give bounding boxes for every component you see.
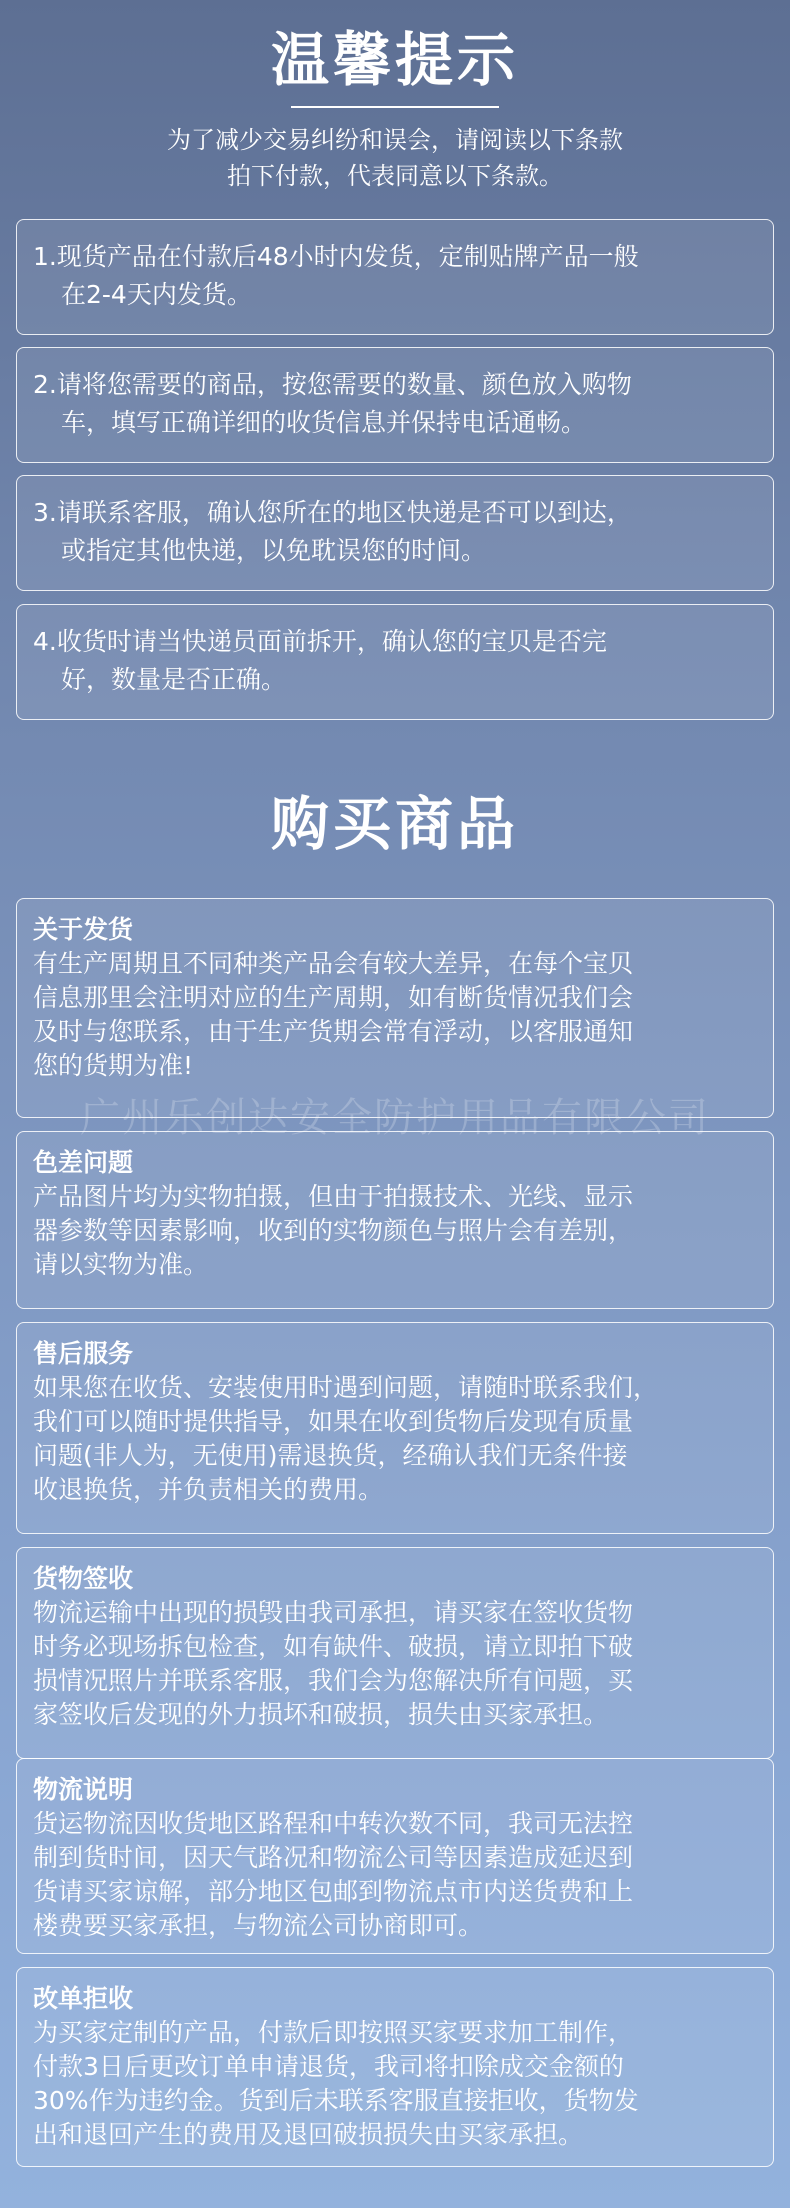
purchase-item-shipping [16, 898, 774, 1118]
notice-item-line2: 好，数量是否正确。 [61, 665, 287, 694]
notice-item-text [33, 238, 751, 314]
purchase-item-receipt [16, 1547, 774, 1759]
term-body [33, 1371, 759, 1507]
notice-item-line2: 车，填写正确详细的收货信息并保持电话通畅。 [61, 408, 587, 437]
term-body [33, 1180, 759, 1282]
notice-item-line1: 2.请将您需要的商品，按您需要的数量、颜色放入购物 [33, 370, 632, 399]
term-body [33, 947, 759, 1083]
term-line: 物流运输中出现的损毁由我司承担，请买家在签收货物 [33, 1598, 634, 1627]
term-line: 您的货期为准! [33, 1051, 194, 1080]
purchase-item-after-sales [16, 1322, 774, 1534]
notice-item-text [33, 623, 751, 699]
notice-intro [0, 122, 790, 194]
term-line: 制到货时间，因天气路况和物流公司等因素造成延迟到 [33, 1843, 634, 1872]
notice-item-3 [16, 475, 774, 591]
purchase-item-order-change-rejection [16, 1967, 774, 2167]
term-line: 问题(非人为，无使用)需退换货，经确认我们无条件接 [33, 1441, 628, 1470]
term-line: 信息那里会注明对应的生产周期，如有断货情况我们会 [33, 983, 634, 1012]
term-line: 货运物流因收货地区路程和中转次数不同，我司无法控 [33, 1809, 634, 1838]
term-title: 物流说明 [33, 1775, 134, 1804]
notice-item-2 [16, 347, 774, 463]
purchase-header [0, 782, 790, 866]
notice-header [0, 18, 790, 194]
purchase-item-logistics [16, 1758, 774, 1954]
term-title: 售后服务 [33, 1339, 134, 1368]
term-line: 楼费要买家承担，与物流公司协商即可。 [33, 1911, 484, 1940]
term-line: 产品图片均为实物拍摄，但由于拍摄技术、光线、显示 [33, 1182, 634, 1211]
term-title: 改单拒收 [33, 1984, 134, 2013]
term-title: 货物签收 [33, 1564, 134, 1593]
term-line: 付款3日后更改订单申请退货，我司将扣除成交金额的 [33, 2052, 624, 2081]
notice-item-1 [16, 219, 774, 335]
notice-item-line1: 1.现货产品在付款后48小时内发货，定制贴牌产品一般 [33, 242, 639, 271]
notice-item-4 [16, 604, 774, 720]
notice-intro-line2: 拍下付款，代表同意以下条款。 [227, 162, 563, 190]
notice-item-text [33, 366, 751, 442]
term-line: 货请买家谅解，部分地区包邮到物流点市内送货费和上 [33, 1877, 634, 1906]
term-line: 时务必现场拆包检查，如有缺件、破损，请立即拍下破 [33, 1632, 634, 1661]
term-line: 损情况照片并联系客服，我们会为您解决所有问题，买 [33, 1666, 634, 1695]
term-line: 有生产周期且不同种类产品会有较大差异，在每个宝贝 [33, 949, 634, 978]
notice-intro-line1: 为了减少交易纠纷和误会，请阅读以下条款 [167, 126, 623, 154]
term-line: 器参数等因素影响，收到的实物颜色与照片会有差别， [33, 1216, 634, 1245]
notice-title-divider [291, 106, 499, 108]
term-line: 如果您在收货、安装使用时遇到问题，请随时联系我们， [33, 1373, 659, 1402]
company-watermark: 广州乐创达安全防护用品有限公司 [80, 1095, 710, 1141]
term-line: 请以实物为准。 [33, 1250, 209, 1279]
term-body [33, 2016, 759, 2152]
term-body [33, 1807, 759, 1943]
term-body [33, 1596, 759, 1732]
term-line: 为买家定制的产品，付款后即按照买家要求加工制作， [33, 2018, 634, 2047]
notice-item-line1: 4.收货时请当快递员面前拆开，确认您的宝贝是否完 [33, 627, 607, 656]
notice-item-line1: 3.请联系客服，确认您所在的地区快递是否可以到达， [33, 498, 632, 527]
term-line: 出和退回产生的费用及退回破损损失由买家承担。 [33, 2120, 584, 2149]
notice-item-text [33, 494, 751, 570]
notice-item-line2: 在2-4天内发货。 [61, 280, 252, 309]
notice-title: 温馨提示 [270, 26, 519, 94]
term-line: 收退换货，并负责相关的费用。 [33, 1475, 384, 1504]
term-line: 30%作为违约金。货到后未联系客服直接拒收，货物发 [33, 2086, 639, 2115]
purchase-item-color-difference [16, 1131, 774, 1309]
purchase-title: 购买商品 [270, 790, 519, 858]
term-title: 关于发货 [33, 915, 134, 944]
term-line: 家签收后发现的外力损坏和破损，损失由买家承担。 [33, 1700, 609, 1729]
notice-item-line2: 或指定其他快递，以免耽误您的时间。 [61, 536, 487, 565]
term-line: 及时与您联系，由于生产货期会常有浮动，以客服通知 [33, 1017, 634, 1046]
term-line: 我们可以随时提供指导，如果在收到货物后发现有质量 [33, 1407, 634, 1436]
term-title: 色差问题 [33, 1148, 134, 1177]
